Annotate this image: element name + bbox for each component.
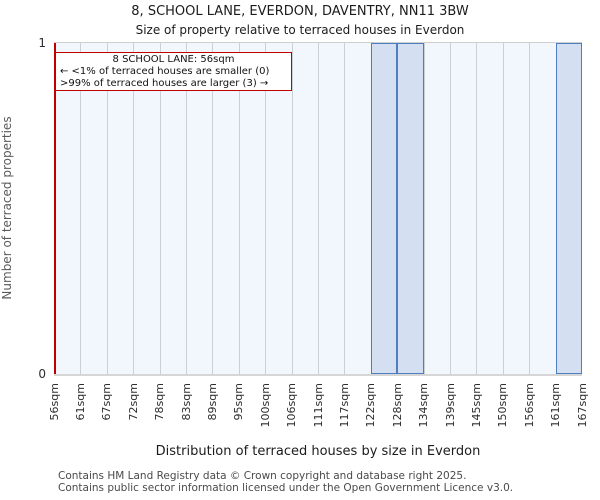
x-tick-label: 128sqm	[390, 383, 404, 428]
footer-line-1: Contains HM Land Registry data © Crown copyright and database right 2025.	[58, 470, 467, 482]
y-tick-label-1: 1	[38, 36, 46, 50]
annotation-larger-text: >99% of terraced houses are larger (3) →	[60, 78, 269, 89]
subject-property-marker-line	[54, 43, 56, 374]
x-tick-label: 72sqm	[126, 383, 140, 421]
x-tick-label: 78sqm	[153, 383, 167, 421]
gridline	[292, 43, 293, 374]
gridline	[476, 43, 477, 374]
gridline	[80, 43, 81, 374]
plot-area	[54, 42, 582, 374]
x-axis-line	[54, 374, 582, 376]
y-tick-label-0: 0	[38, 367, 46, 381]
gridline	[186, 43, 187, 374]
chart-subtitle: Size of property relative to terraced houses in Everdon	[135, 23, 465, 37]
gridline	[318, 43, 319, 374]
gridline	[503, 43, 504, 374]
x-tick-label: 89sqm	[205, 383, 219, 421]
chart-title: 8, SCHOOL LANE, EVERDON, DAVENTRY, NN11 3BW	[131, 4, 469, 19]
gridline	[212, 43, 213, 374]
gridline	[529, 43, 530, 374]
gridline	[160, 43, 161, 374]
x-tick-label: 117sqm	[337, 383, 351, 428]
x-tick-label: 122sqm	[364, 383, 378, 428]
footer-line-2: Contains public sector information licensed under the Open Government Licence v3.0.	[58, 482, 514, 494]
x-tick-label: 161sqm	[549, 383, 563, 428]
x-tick-label: 134sqm	[417, 383, 431, 428]
x-tick-label: 139sqm	[443, 383, 457, 428]
x-tick-label: 145sqm	[469, 383, 483, 428]
x-tick-label: 100sqm	[258, 383, 272, 428]
x-tick-label: 83sqm	[179, 383, 193, 421]
gridline	[344, 43, 345, 374]
x-tick-label: 95sqm	[232, 383, 246, 421]
x-tick-label: 156sqm	[522, 383, 536, 428]
x-tick-label: 61sqm	[73, 383, 87, 421]
x-tick-label: 111sqm	[311, 383, 325, 428]
x-tick-label: 56sqm	[47, 383, 61, 421]
y-axis-title: Number of terraced properties	[0, 116, 14, 300]
x-axis-title: Distribution of terraced houses by size in Everdon	[155, 444, 481, 459]
x-tick-label: 67sqm	[100, 383, 114, 421]
histogram-bar	[397, 43, 423, 374]
gridline	[450, 43, 451, 374]
gridline	[133, 43, 134, 374]
annotation-smaller-text: ← <1% of terraced houses are smaller (0)	[60, 66, 270, 77]
gridline	[265, 43, 266, 374]
gridline	[424, 43, 425, 374]
histogram-bar	[371, 43, 397, 374]
annotation-title: 8 SCHOOL LANE: 56sqm	[112, 54, 235, 65]
annotation-box	[55, 52, 292, 91]
license-footer	[58, 470, 598, 494]
x-tick-label: 167sqm	[575, 383, 589, 428]
x-tick-label: 106sqm	[285, 383, 299, 428]
gridline	[239, 43, 240, 374]
x-tick-label: 150sqm	[496, 383, 510, 428]
gridline	[107, 43, 108, 374]
histogram-bar	[556, 43, 582, 374]
